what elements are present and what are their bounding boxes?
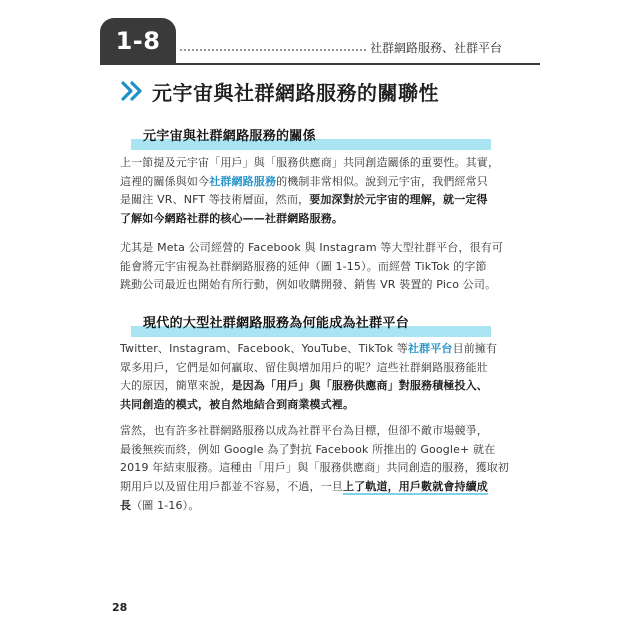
paragraph xyxy=(120,340,530,415)
text-run: Twitter、Instagram、Facebook、YouTube、TikTok 等 xyxy=(120,342,408,355)
text-line: 上一節提及元宇宙「用戶」與「服務供應商」共同創造關係的重要性。其實， xyxy=(120,156,500,169)
text-line: 能會將元宇宙視為社群網路服務的延伸（圖 1-15）。而經營 TikTok 的字節 xyxy=(120,259,487,273)
double-chevron-right-icon xyxy=(120,80,144,102)
header-divider xyxy=(100,63,540,65)
bold-text-line: 了解如今網路社群的核心——社群網路服務。 xyxy=(120,212,343,226)
section-heading-text: 現代的大型社群網路服務為何能成為社群平台 xyxy=(143,316,410,331)
text-run: 的機制非常相似。說到元宇宙，我們經常只 xyxy=(276,174,488,188)
highlighted-term: 社群平台 xyxy=(407,342,453,355)
text-line xyxy=(120,478,530,497)
bold-text: 是因為「用戶」與「服務供應商」對服務積極投入、 xyxy=(231,379,488,393)
text-run: 目前擁有 xyxy=(452,342,498,355)
bold-text: 長 xyxy=(120,498,132,512)
header-dotted-leader xyxy=(180,49,366,51)
text-line xyxy=(120,340,530,359)
text-line: 尤其是 Meta 公司經營的 Facebook 與 Instagram 等大型社群平台，很有可 xyxy=(120,241,503,254)
highlighted-term: 社群網路服務 xyxy=(209,174,277,188)
text-run: 期用戶以及留住用戶都並不容易，不過，一旦 xyxy=(120,480,343,494)
running-header-title: 社群網路服務、社群平台 xyxy=(370,41,503,55)
page-title xyxy=(120,76,439,106)
text-line: 最後無疾而終，例如 Google 為了對抗 Facebook 所推出的 Google+ 就在 xyxy=(120,442,496,456)
text-line: 當然，也有許多社群網路服務以成為社群平台為目標，但卻不敵市場競爭， xyxy=(120,424,488,437)
page-number: 28 xyxy=(112,601,128,614)
chapter-number-tab: 1-8 xyxy=(100,18,176,64)
text-run: 這裡的關係與如今 xyxy=(120,174,210,188)
section-heading xyxy=(131,313,491,337)
text-run: 大的原因，簡單來說， xyxy=(120,379,232,393)
paragraph xyxy=(120,154,530,229)
text-line xyxy=(120,173,530,192)
paragraph xyxy=(120,422,530,515)
section-heading xyxy=(131,126,491,150)
underlined-bold-text: 上了軌道，用戶數就會持續成 xyxy=(343,480,488,494)
text-run: 是關注 VR、NFT 等技術層面，然而， xyxy=(120,193,310,207)
text-line xyxy=(120,377,530,396)
paragraph xyxy=(120,239,530,295)
section-heading-text: 元宇宙與社群網路服務的關係 xyxy=(143,129,316,144)
bold-text: 要加深對於元宇宙的理解，就一定得 xyxy=(309,193,488,207)
text-line: 跳動公司最近也開始有所行動，例如收購開發、銷售 VR 裝置的 Pico 公司。 xyxy=(120,278,497,292)
text-line xyxy=(120,497,530,516)
text-line: 2019 年結束服務。這種由「用戶」與「服務供應商」共同創造的服務，獲取初 xyxy=(120,461,510,475)
text-line xyxy=(120,191,530,210)
page-title-text: 元宇宙與社群網路服務的關聯性 xyxy=(152,80,439,105)
text-line: 眾多用戶，它們是如何贏取、留住與增加用戶的呢？這些社群網路服務能壯 xyxy=(120,360,488,374)
bold-text-line: 共同創造的模式，被自然地結合到商業模式裡。 xyxy=(120,398,355,412)
text-run: （圖 1-16）。 xyxy=(131,498,200,512)
